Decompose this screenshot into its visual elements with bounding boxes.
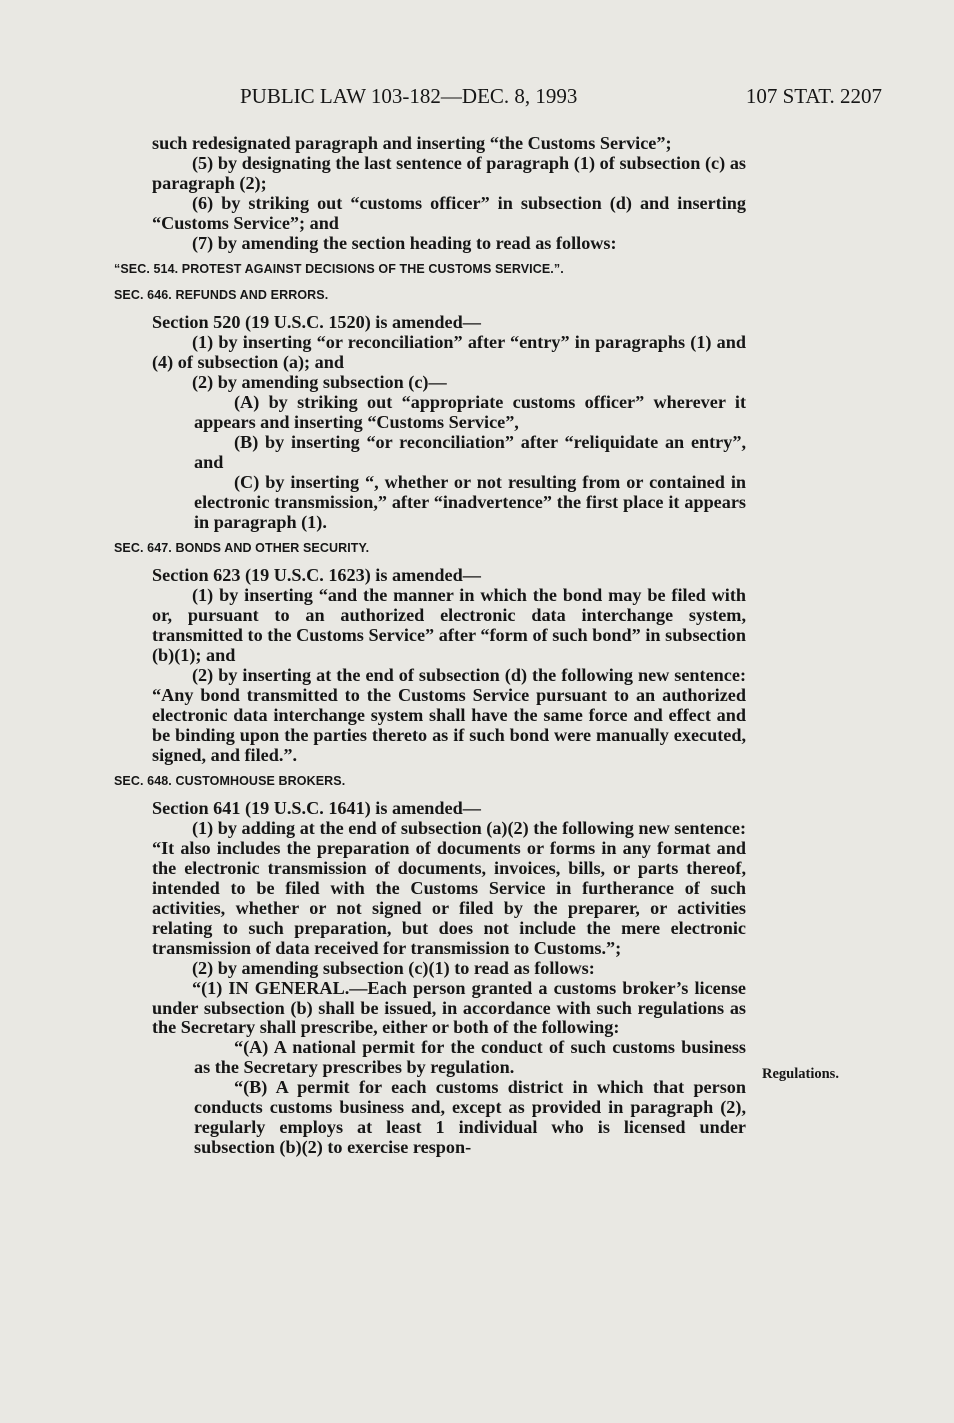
paragraph: “(A) A national permit for the conduct of such customs business as the Secretary prescribes by regulation. — [194, 1037, 746, 1078]
paragraph: (7) by amending the section heading to read as follows: — [192, 232, 617, 253]
paragraph: (1) by inserting “and the manner in which the bond may be filed with or, pursuant to an authorized electronic data interchange system, transmitted to the Customs Service” after “form of such bond” in subsection (b)(1); and — [152, 585, 746, 666]
margin-note: Regulations. — [762, 1066, 839, 1082]
section-heading: SEC. 647. BONDS AND OTHER SECURITY. — [114, 541, 370, 556]
paragraph: (6) by striking out “customs officer” in subsection (d) and inserting “Customs Service”; and — [152, 192, 746, 233]
document-body — [114, 133, 746, 1158]
paragraph: Section 520 (19 U.S.C. 1520) is amended— — [152, 312, 481, 333]
paragraph: such redesignated paragraph and inserting “the Customs Service”; — [152, 133, 672, 153]
paragraph: (2) by amending subsection (c)— — [192, 372, 447, 393]
paragraph: (A) by striking out “appropriate customs officer” wherever it appears and inserting “Customs Service”, — [194, 392, 746, 432]
paragraph: (2) by inserting at the end of subsection (d) the following new sentence: “Any bond transmitted to the Customs Service pursuant to an authorized electronic data interchange system shall have the same force and effect and be binding upon the parties thereto as if such bond were manually executed, signed, and filed.”. — [152, 664, 746, 765]
header-title: PUBLIC LAW 103-182—DEC. 8, 1993 — [240, 84, 578, 108]
header-stat-page: 107 STAT. 2207 — [745, 84, 882, 108]
section-heading: SEC. 648. CUSTOMHOUSE BROKERS. — [114, 774, 346, 789]
page-header — [150, 84, 882, 114]
paragraph: Section 641 (19 U.S.C. 1641) is amended— — [152, 798, 481, 819]
paragraph: (C) by inserting “, whether or not resulting from or contained in electronic transmission,” after “inadvertence” the first place it appears in paragraph (1). — [194, 471, 746, 532]
paragraph: (2) by amending subsection (c)(1) to read as follows: — [192, 957, 595, 978]
paragraph: (B) by inserting “or reconciliation” after “reliquidate an entry”, and — [194, 431, 746, 472]
paragraph: (1) by inserting “or reconciliation” after “entry” in paragraphs (1) and (4) of subsection (a); and — [152, 332, 746, 373]
paragraph: “(1) IN GENERAL.—Each person granted a customs broker’s license under subsection (b) shall be issued, in accordance with such regulations as the Secretary shall prescribe, either or both of the following: — [152, 977, 746, 1038]
section-heading: SEC. 646. REFUNDS AND ERRORS. — [114, 288, 329, 303]
paragraph: Section 623 (19 U.S.C. 1623) is amended— — [152, 565, 481, 586]
paragraph: (1) by adding at the end of subsection (a)(2) the following new sentence: “It also includes the preparation of documents or forms in any format and the electronic transmission of documents, invoices, bills, or parts thereof, intended to be filed with the Customs Service in furtherance of such activities, whether or not signed or filed by the preparer, or activities relating to such preparation, but does not include the mere electronic transmission of data received for transmission to Customs.”; — [152, 818, 746, 958]
paragraph: “(B) A permit for each customs district in which that person conducts customs business and, except as provided in paragraph (2), regularly employs at least 1 individual who is licensed under subsection (b)(2) to exercise respon- — [194, 1077, 746, 1157]
paragraph: (5) by designating the last sentence of paragraph (1) of subsection (c) as paragraph (2); — [152, 152, 746, 193]
section-heading: “SEC. 514. PROTEST AGAINST DECISIONS OF THE CUSTOMS SERVICE.”. — [114, 262, 564, 277]
